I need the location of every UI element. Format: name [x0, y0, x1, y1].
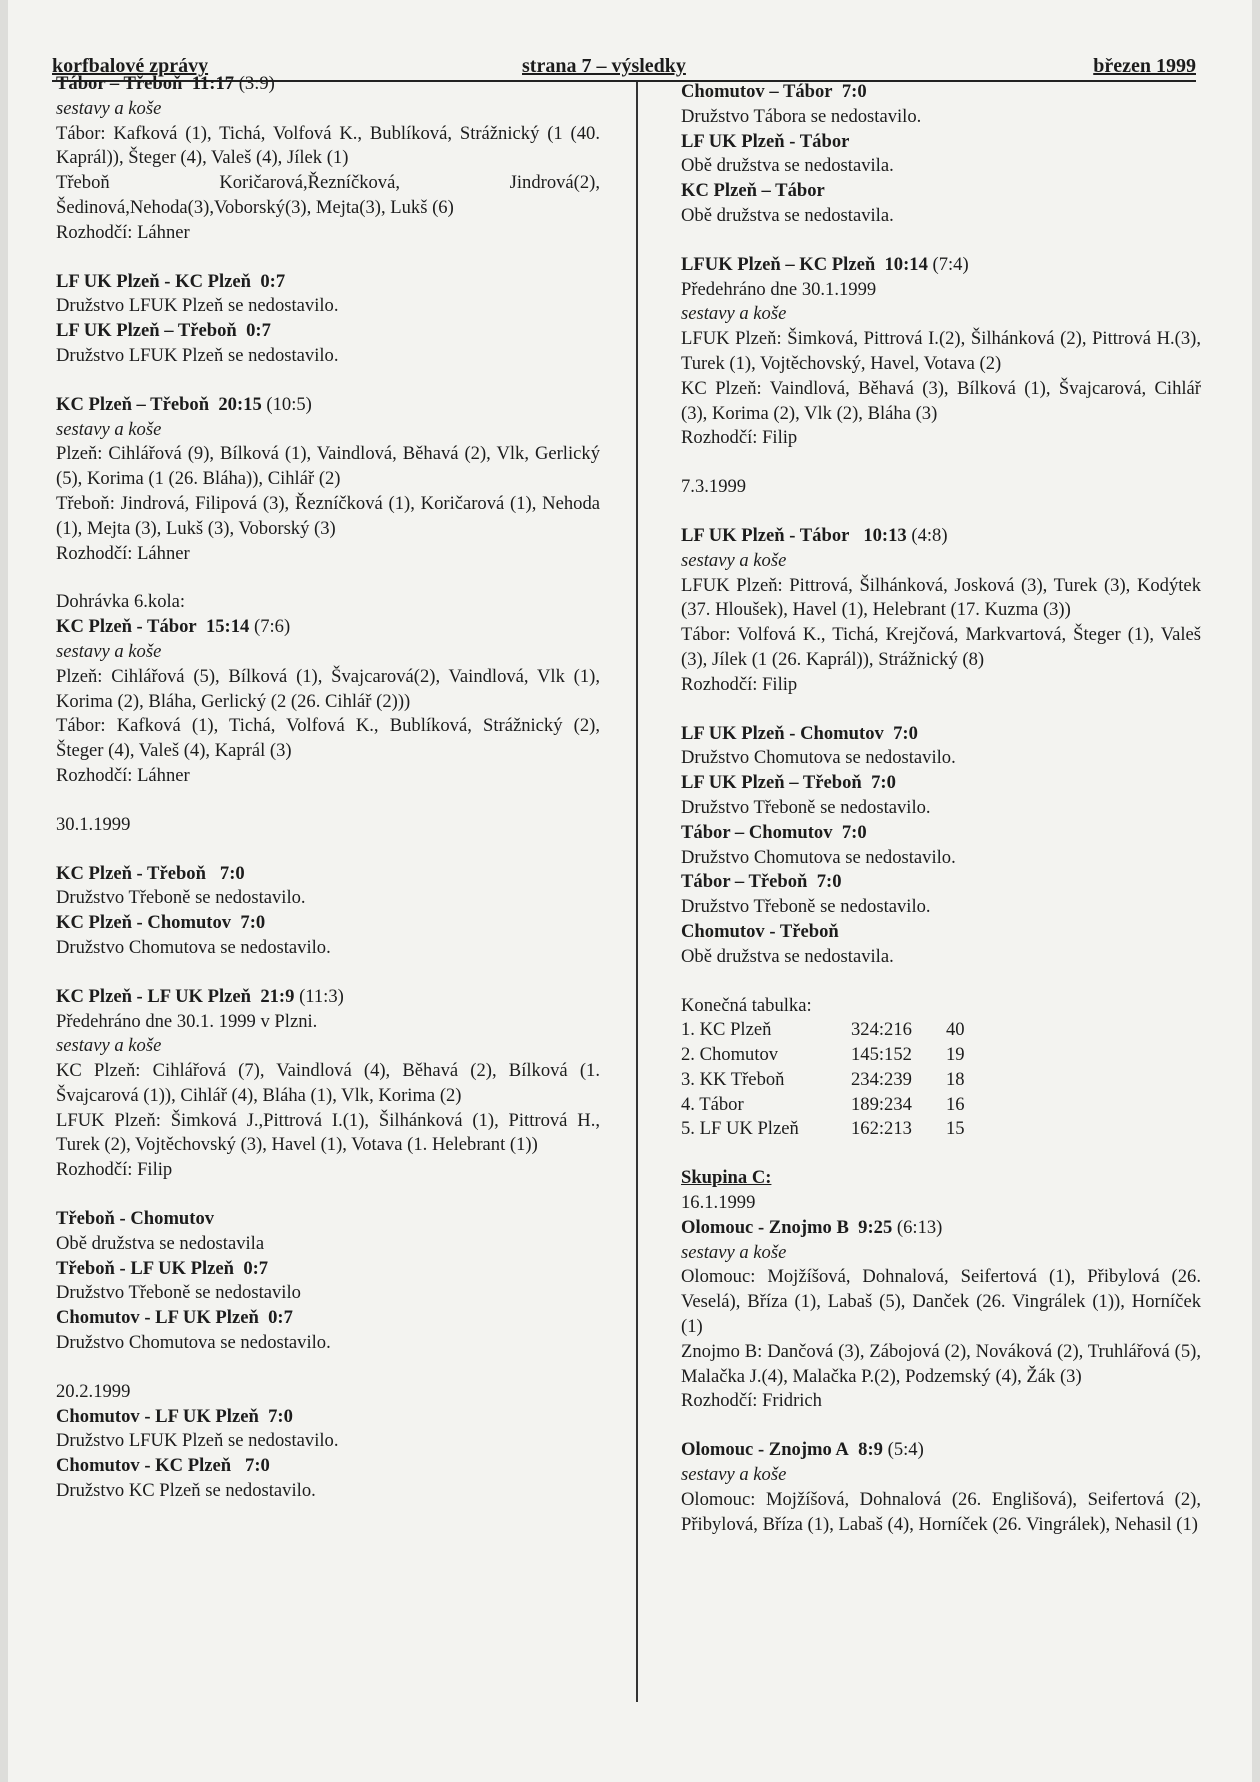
lineup-subtitle: sestavy a koše — [56, 97, 162, 119]
halftime-score: (5:4) — [887, 1439, 924, 1461]
match-title: LF UK Plzeň - Chomutov — [681, 722, 884, 744]
halftime-score: (3:9) — [238, 73, 275, 94]
halftime-score: (11:3) — [299, 985, 344, 1007]
team-lineup: KC Plzeň: Vaindlová, Běhavá (3), Bílková (1), Švajcarová, Cihlář (3), Korima (2), Vlk (2), Bláha (3) — [681, 377, 1201, 424]
match-title: KC Plzeň – Třeboň — [56, 393, 210, 415]
match-note: Obě družstva se nedostavila. — [681, 155, 894, 177]
match-score: 7:0 — [268, 1405, 293, 1427]
match-report — [56, 590, 600, 788]
halftime-score: (6:13) — [896, 1216, 943, 1238]
team-lineup: Třeboň Koričarová,Řezníčková, Jindrová(2), Šedinová,Nehoda(3),Voborský(3), Mejta(3), Lukš (6) — [56, 172, 600, 218]
date-heading: 20.2.1999 — [56, 1380, 131, 1402]
match-title: KC Plzeň - Třeboň — [56, 862, 206, 884]
referee: Rozhodčí: Filip — [681, 427, 798, 449]
match-score: 20:15 — [218, 393, 262, 415]
match-title: Tábor – Třeboň — [681, 871, 808, 893]
standings-table — [681, 994, 1201, 1143]
date-heading: 7.3.1999 — [681, 476, 747, 498]
team-lineup: Tábor: Kafková (1), Tichá, Volfová K., Bublíková, Strážnický (1 (40. Kaprál)), Šteger (4), Valeš (4), Jílek (1) — [56, 122, 600, 169]
match-note: Družstvo KC Plzeň se nedostavilo. — [56, 1480, 316, 1502]
newsletter-title: korfbalové zprávy — [52, 55, 209, 77]
team-lineup: Olomouc: Mojžíšová, Dohnalová, Seifertová (1), Přibylová (26. Veselá), Bříza (1), Labaš (5), Danček (26. Vingrálek (1)), Horníček (1) — [681, 1266, 1201, 1338]
standings-points: 18 — [946, 1068, 965, 1090]
match-score: 7:0 — [893, 722, 918, 744]
match-report — [56, 72, 600, 246]
match-score: 7:0 — [816, 871, 842, 893]
match-score: 10:13 — [863, 524, 907, 546]
match-report — [681, 80, 1201, 229]
match-report — [681, 1438, 1201, 1537]
team-lineup: LFUK Plzeň: Pittrová, Šilhánková, Josková (3), Turek (3), Kodýtek (37. Hloušek), Havel (1), Helebrant (17. Kuzma (3)) — [681, 574, 1201, 621]
match-note: Obě družstva se nedostavila. — [681, 945, 894, 967]
match-report — [56, 862, 600, 961]
standings-team: 1. KC Plzeň — [681, 1019, 772, 1041]
match-title: LF UK Plzeň - KC Plzeň — [56, 270, 252, 292]
match-report — [681, 524, 1201, 698]
standings-points: 40 — [946, 1019, 965, 1041]
standings-row — [681, 1043, 1201, 1068]
standings-points: 19 — [946, 1044, 965, 1066]
team-lineup: Plzeň: Cihlářová (9), Bílková (1), Vaindlová, Běhavá (2), Vlk, Gerlický (5), Korima (1 (26. Bláha)), Cihlář (2) — [56, 443, 600, 490]
right-column — [681, 80, 1201, 1537]
match-title: KC Plzeň - Tábor — [56, 616, 197, 638]
match-score: 7:0 — [841, 821, 867, 843]
team-lineup: Tábor: Kafková (1), Tichá, Volfová K., Bublíková, Strážnický (2), Šteger (4), Valeš (4), Kaprál (3) — [56, 715, 600, 762]
standings-team: 2. Chomutov — [681, 1044, 779, 1066]
match-prenote: Předehráno dne 30.1.1999 — [681, 278, 877, 300]
referee: Rozhodčí: Láhner — [56, 542, 190, 564]
match-title: Chomutov - KC Plzeň — [56, 1455, 232, 1477]
halftime-score: (4:8) — [911, 524, 948, 546]
match-title: Tábor – Třeboň — [56, 73, 183, 94]
lineup-subtitle: sestavy a koše — [56, 418, 162, 440]
halftime-score: (7:6) — [254, 616, 291, 638]
lineup-subtitle: sestavy a koše — [681, 1464, 787, 1486]
standings-points: 16 — [946, 1093, 965, 1115]
match-note: Družstvo Chomutova se nedostavilo. — [681, 747, 956, 769]
team-lineup: LFUK Plzeň: Šimková, Pittrová I.(2), Šilhánková (2), Pittrová H.(3), Turek (1), Vojtěchovský, Havel, Votava (2) — [681, 328, 1201, 374]
match-score: 7:0 — [219, 862, 245, 884]
match-note: Družstvo Třeboně se nedostavilo. — [681, 896, 931, 918]
match-report — [56, 1207, 600, 1356]
lineup-subtitle: sestavy a koše — [56, 640, 162, 662]
match-title: Chomutov - LF UK Plzeň — [56, 1307, 259, 1329]
standings-row — [681, 1068, 1201, 1093]
match-title: LF UK Plzeň - Tábor — [681, 524, 850, 546]
page-section-title: strana 7 – výsledky — [522, 55, 686, 77]
column-divider — [636, 82, 638, 1702]
match-note: Družstvo LFUK Plzeň se nedostavilo. — [56, 1430, 339, 1452]
match-note: Družstvo LFUK Plzeň se nedostavilo. — [56, 295, 339, 317]
match-report — [56, 985, 600, 1183]
team-lineup: Tábor: Volfová K., Tichá, Krejčová, Markvartová, Šteger (1), Valeš (3), Jílek (1 (26. Kaprál)), Strážnický (8) — [681, 624, 1201, 670]
match-note: Družstvo Chomutova se nedostavilo. — [56, 936, 331, 958]
standings-team: 5. LF UK Plzeň — [681, 1118, 799, 1140]
match-title: KC Plzeň – Tábor — [681, 180, 825, 202]
match-title: LF UK Plzeň – Třeboň — [681, 772, 862, 794]
match-note: Družstvo Tábora se nedostavilo. — [681, 105, 922, 127]
match-score: 9:25 — [858, 1216, 893, 1238]
match-note: Družstvo LFUK Plzeň se nedostavilo. — [56, 344, 339, 366]
match-note: Družstvo Třeboně se nedostavilo. — [56, 887, 306, 909]
standings-team: 3. KK Třeboň — [681, 1068, 785, 1090]
page — [8, 0, 1252, 1782]
standings-goals: 234:239 — [851, 1068, 912, 1090]
match-report — [681, 722, 1201, 970]
match-report — [681, 253, 1201, 451]
standings-row — [681, 1117, 1201, 1142]
referee: Rozhodčí: Filip — [681, 673, 798, 695]
match-score: 7:0 — [871, 772, 896, 794]
date-heading: 30.1.1999 — [56, 813, 131, 835]
match-title: Chomutov - Třeboň — [681, 920, 839, 942]
date-heading: 16.1.1999 — [681, 1192, 756, 1214]
match-title: Chomutov – Tábor — [681, 81, 833, 102]
lineup-subtitle: sestavy a koše — [681, 303, 787, 325]
standings-title: Konečná tabulka: — [681, 994, 812, 1016]
referee: Rozhodčí: Fridrich — [681, 1390, 822, 1412]
match-title: KC Plzeň - Chomutov — [56, 912, 232, 934]
standings-goals: 324:216 — [851, 1019, 912, 1041]
standings-team: 4. Tábor — [681, 1093, 744, 1115]
referee: Rozhodčí: Láhner — [56, 764, 190, 786]
match-title: KC Plzeň - LF UK Plzeň — [56, 985, 252, 1007]
match-note: Družstvo Třeboně se nedostavilo — [56, 1282, 301, 1304]
team-lineup: Znojmo B: Dančová (3), Zábojová (2), Nováková (2), Truhlářová (5), Malačka J.(4), Malačka P.(2), Podzemský (4), Žák (3) — [681, 1340, 1201, 1387]
team-lineup: Olomouc: Mojžíšová, Dohnalová (26. Englišová), Seifertová (2), Přibylová, Bříza (1), Labaš (4), Horníček (26. Vingrálek), Nehasil (1) — [681, 1488, 1201, 1535]
match-title: Tábor – Chomutov — [681, 821, 833, 843]
match-score: 8:9 — [858, 1439, 883, 1461]
team-lineup: Třeboň: Jindrová, Filipová (3), Řezníčková (1), Koričarová (1), Nehoda (1), Mejta (3), Lukš (3), Voborský (3) — [56, 492, 600, 539]
match-score: 21:9 — [260, 985, 295, 1007]
match-score: 11:17 — [191, 73, 235, 94]
halftime-score: (7:4) — [932, 253, 969, 275]
referee: Rozhodčí: Láhner — [56, 221, 190, 243]
team-lineup: LFUK Plzeň: Šimková J.,Pittrová I.(1), Šilhánková (1), Pittrová H., Turek (2), Vojtěchovský (3), Havel (1), Votava (1. Helebrant (1)) — [56, 1109, 600, 1156]
match-score: 0:7 — [268, 1307, 293, 1329]
match-score: 15:14 — [205, 616, 250, 638]
standings-row — [681, 1018, 1201, 1043]
match-title: LFUK Plzeň – KC Plzeň — [681, 253, 876, 275]
match-score: 0:7 — [246, 320, 271, 342]
round-note: Dohrávka 6.kola: — [56, 591, 186, 613]
lineup-subtitle: sestavy a koše — [681, 549, 787, 571]
left-column — [56, 72, 600, 1504]
referee: Rozhodčí: Filip — [56, 1159, 173, 1181]
match-prenote: Předehráno dne 30.1. 1999 v Plzni. — [56, 1010, 318, 1032]
match-title: Chomutov - LF UK Plzeň — [56, 1405, 259, 1427]
match-note: Družstvo Chomutova se nedostavilo. — [681, 846, 956, 868]
team-lineup: KC Plzeň: Cihlářová (7), Vaindlová (4), Běhavá (2), Bílková (1. Švajcarová (1)), Cihlář (4), Bláha (1), Vlk, Korima (2) — [56, 1060, 600, 1106]
match-report — [56, 1405, 600, 1504]
standings-goals: 189:234 — [851, 1093, 912, 1115]
standings-row — [681, 1093, 1201, 1118]
lineup-subtitle: sestavy a koše — [56, 1035, 162, 1057]
match-title: LF UK Plzeň - Tábor — [681, 130, 850, 152]
match-score: 0:7 — [260, 270, 286, 292]
group-heading: Skupina C: — [681, 1167, 772, 1189]
standings-goals: 162:213 — [851, 1118, 912, 1140]
match-score: 0:7 — [243, 1257, 269, 1279]
match-note: Družstvo Třeboně se nedostavilo. — [681, 796, 931, 818]
match-score: 7:0 — [245, 1455, 270, 1477]
match-title: Třeboň - LF UK Plzeň — [56, 1257, 235, 1279]
match-title: LF UK Plzeň – Třeboň — [56, 320, 237, 342]
match-report — [56, 393, 600, 567]
match-note: Obě družstva se nedostavila. — [681, 204, 894, 226]
match-report — [681, 1216, 1201, 1414]
team-lineup: Plzeň: Cihlářová (5), Bílková (1), Švajcarová(2), Vaindlová, Vlk (1), Korima (2), Bláha, Gerlický (2 (26. Cihlář (2))) — [56, 665, 600, 712]
standings-points: 15 — [946, 1118, 965, 1140]
lineup-subtitle: sestavy a koše — [681, 1241, 787, 1263]
issue-date: březen 1999 — [1093, 55, 1196, 77]
standings-goals: 145:152 — [851, 1044, 912, 1066]
match-note: Obě družstva se nedostavila — [56, 1232, 265, 1254]
match-score: 7:0 — [240, 912, 266, 934]
match-report — [56, 270, 600, 369]
match-score: 10:14 — [884, 253, 928, 275]
match-title: Třeboň - Chomutov — [56, 1208, 215, 1230]
match-title: Olomouc - Znojmo A — [681, 1439, 849, 1461]
match-score: 7:0 — [841, 81, 867, 102]
match-note: Družstvo Chomutova se nedostavilo. — [56, 1332, 331, 1354]
match-title: Olomouc - Znojmo B — [681, 1216, 849, 1238]
halftime-score: (10:5) — [266, 393, 312, 415]
